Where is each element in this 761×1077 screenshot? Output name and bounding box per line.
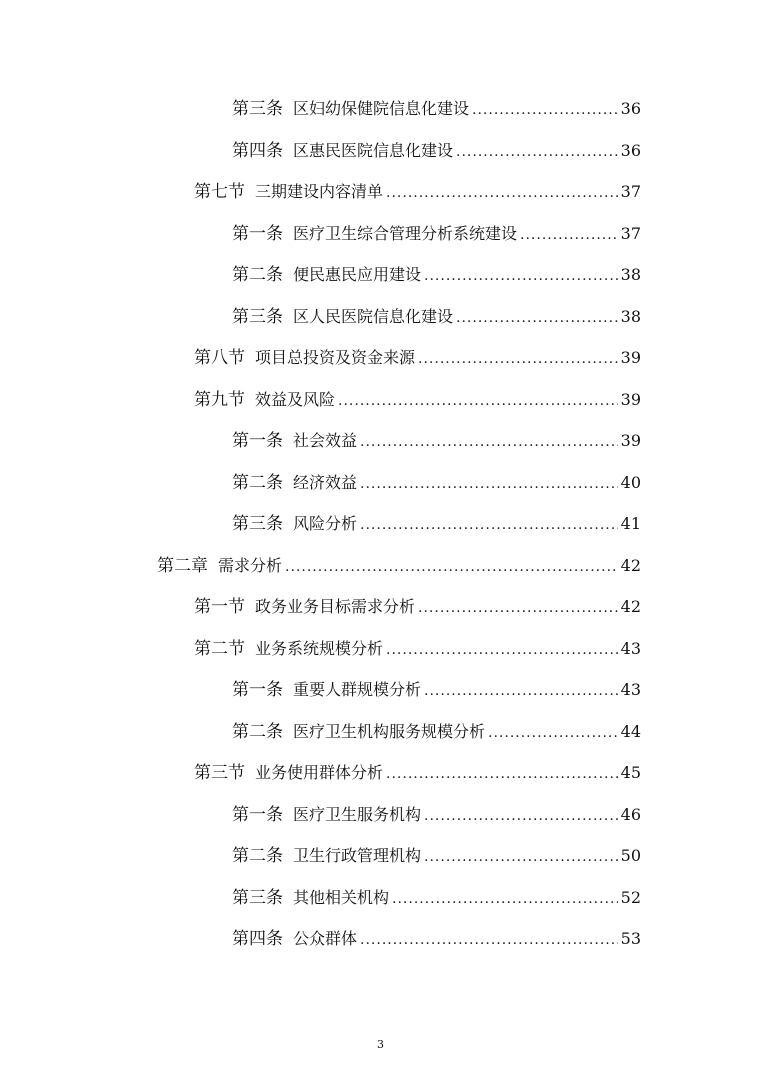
toc-entry-title: 政务业务目标需求分析 bbox=[255, 597, 416, 616]
toc-entry-page: 38 bbox=[620, 265, 641, 284]
toc-entry-label: 第四条 bbox=[232, 141, 283, 161]
toc-entry-label: 第三条 bbox=[232, 514, 283, 534]
toc-entry[interactable] bbox=[232, 263, 641, 287]
toc-entry-page: 43 bbox=[620, 639, 641, 658]
toc-entry-label: 第三条 bbox=[232, 307, 283, 327]
toc-entry-title: 社会效益 bbox=[293, 431, 358, 450]
toc-entry[interactable] bbox=[194, 595, 641, 619]
dot-leader bbox=[520, 223, 618, 247]
dot-leader bbox=[418, 596, 618, 620]
dot-leader bbox=[424, 264, 618, 288]
toc-entry-title: 效益及风险 bbox=[255, 390, 336, 409]
toc-entry[interactable] bbox=[194, 388, 641, 412]
toc-entry-page: 44 bbox=[620, 722, 641, 741]
toc-entry-label: 第一节 bbox=[194, 597, 245, 617]
toc-entry-title: 需求分析 bbox=[218, 556, 283, 575]
toc-entry-page: 42 bbox=[620, 556, 641, 575]
toc-entry-page: 50 bbox=[620, 846, 641, 865]
toc-entry[interactable] bbox=[232, 139, 641, 163]
toc-entry-title: 三期建设内容清单 bbox=[255, 182, 384, 201]
toc-entry-page: 46 bbox=[620, 805, 641, 824]
toc-entry-label: 第二条 bbox=[232, 473, 283, 493]
dot-leader bbox=[386, 762, 618, 786]
dot-leader bbox=[418, 347, 618, 371]
toc-entry-title: 医疗卫生机构服务规模分析 bbox=[293, 722, 486, 741]
toc-entry-label: 第二条 bbox=[232, 846, 283, 866]
toc-entry-title: 公众群体 bbox=[293, 929, 358, 948]
toc-entry-title: 其他相关机构 bbox=[293, 888, 390, 907]
toc-entry-title: 重要人群规模分析 bbox=[293, 680, 422, 699]
toc-entry-title: 卫生行政管理机构 bbox=[293, 846, 422, 865]
dot-leader bbox=[488, 721, 618, 745]
dot-leader bbox=[456, 306, 618, 330]
toc-entry-page: 37 bbox=[620, 182, 641, 201]
toc-entry[interactable] bbox=[232, 512, 641, 536]
toc-entry-label: 第七节 bbox=[194, 182, 245, 202]
toc-entry-label: 第一条 bbox=[232, 431, 283, 451]
toc-entry-page: 43 bbox=[620, 680, 641, 699]
toc-entry-title: 医疗卫生综合管理分析系统建设 bbox=[293, 224, 518, 243]
dot-leader bbox=[285, 555, 618, 579]
toc-entry-page: 36 bbox=[620, 99, 641, 118]
dot-leader bbox=[360, 472, 618, 496]
toc-entry[interactable] bbox=[194, 637, 641, 661]
dot-leader bbox=[392, 887, 618, 911]
toc-entry-page: 42 bbox=[620, 597, 641, 616]
toc-entry-label: 第三条 bbox=[232, 99, 283, 119]
toc-entry-title: 便民惠民应用建设 bbox=[293, 265, 422, 284]
toc-entry[interactable] bbox=[232, 222, 641, 246]
toc-entry-page: 39 bbox=[620, 390, 641, 409]
toc-entry[interactable] bbox=[232, 471, 641, 495]
toc-entry[interactable] bbox=[157, 554, 641, 578]
toc-entry-label: 第一条 bbox=[232, 805, 283, 825]
dot-leader bbox=[386, 181, 618, 205]
toc-entry-label: 第三节 bbox=[194, 763, 245, 783]
toc-entry-label: 第八节 bbox=[194, 348, 245, 368]
toc-entry-page: 45 bbox=[620, 763, 641, 782]
toc-entry-title: 经济效益 bbox=[293, 473, 358, 492]
toc-entry[interactable] bbox=[232, 678, 641, 702]
toc-entry-page: 38 bbox=[620, 307, 641, 326]
dot-leader bbox=[456, 140, 618, 164]
dot-leader bbox=[360, 430, 618, 454]
toc-entry-label: 第三条 bbox=[232, 888, 283, 908]
toc-entry-page: 39 bbox=[620, 348, 641, 367]
toc-entry-title: 业务系统规模分析 bbox=[255, 639, 384, 658]
toc-entry-title: 风险分析 bbox=[293, 514, 358, 533]
page-number: 3 bbox=[377, 1038, 384, 1051]
toc-entry[interactable] bbox=[232, 720, 641, 744]
dot-leader bbox=[424, 804, 618, 828]
toc-entry[interactable] bbox=[232, 97, 641, 121]
toc-entry-title: 项目总投资及资金来源 bbox=[255, 348, 416, 367]
toc-entry-title: 区人民医院信息化建设 bbox=[293, 307, 454, 326]
toc-entry-label: 第四条 bbox=[232, 929, 283, 949]
toc-entry-label: 第二条 bbox=[232, 722, 283, 742]
toc-entry[interactable] bbox=[232, 886, 641, 910]
toc-entry-label: 第二节 bbox=[194, 639, 245, 659]
toc-entry-label: 第一条 bbox=[232, 224, 283, 244]
toc-entry-title: 区妇幼保健院信息化建设 bbox=[293, 99, 470, 118]
toc-entry[interactable] bbox=[232, 844, 641, 868]
toc-entry-page: 37 bbox=[620, 224, 641, 243]
toc-entry-page: 36 bbox=[620, 141, 641, 160]
toc-entry-label: 第一条 bbox=[232, 680, 283, 700]
toc-entry-label: 第二章 bbox=[157, 556, 208, 576]
toc-entry[interactable] bbox=[232, 927, 641, 951]
dot-leader bbox=[338, 389, 618, 413]
toc-entry-page: 41 bbox=[620, 514, 641, 533]
toc-entry[interactable] bbox=[232, 803, 641, 827]
toc-entry[interactable] bbox=[194, 346, 641, 370]
dot-leader bbox=[424, 679, 618, 703]
dot-leader bbox=[386, 638, 618, 662]
dot-leader bbox=[424, 845, 618, 869]
toc-entry-page: 39 bbox=[620, 431, 641, 450]
toc-entry-page: 53 bbox=[620, 929, 641, 948]
dot-leader bbox=[360, 928, 618, 952]
toc-entry-title: 区惠民医院信息化建设 bbox=[293, 141, 454, 160]
toc-entry[interactable] bbox=[232, 429, 641, 453]
toc-entry[interactable] bbox=[194, 180, 641, 204]
toc-entry-label: 第九节 bbox=[194, 390, 245, 410]
toc-entry-page: 40 bbox=[620, 473, 641, 492]
toc-entry[interactable] bbox=[232, 305, 641, 329]
toc-entry-page: 52 bbox=[620, 888, 641, 907]
toc-entry-title: 医疗卫生服务机构 bbox=[293, 805, 422, 824]
dot-leader bbox=[360, 513, 618, 537]
toc-entry[interactable] bbox=[194, 761, 641, 785]
toc-entry-title: 业务使用群体分析 bbox=[255, 763, 384, 782]
dot-leader bbox=[472, 98, 618, 122]
toc-entry-label: 第二条 bbox=[232, 265, 283, 285]
